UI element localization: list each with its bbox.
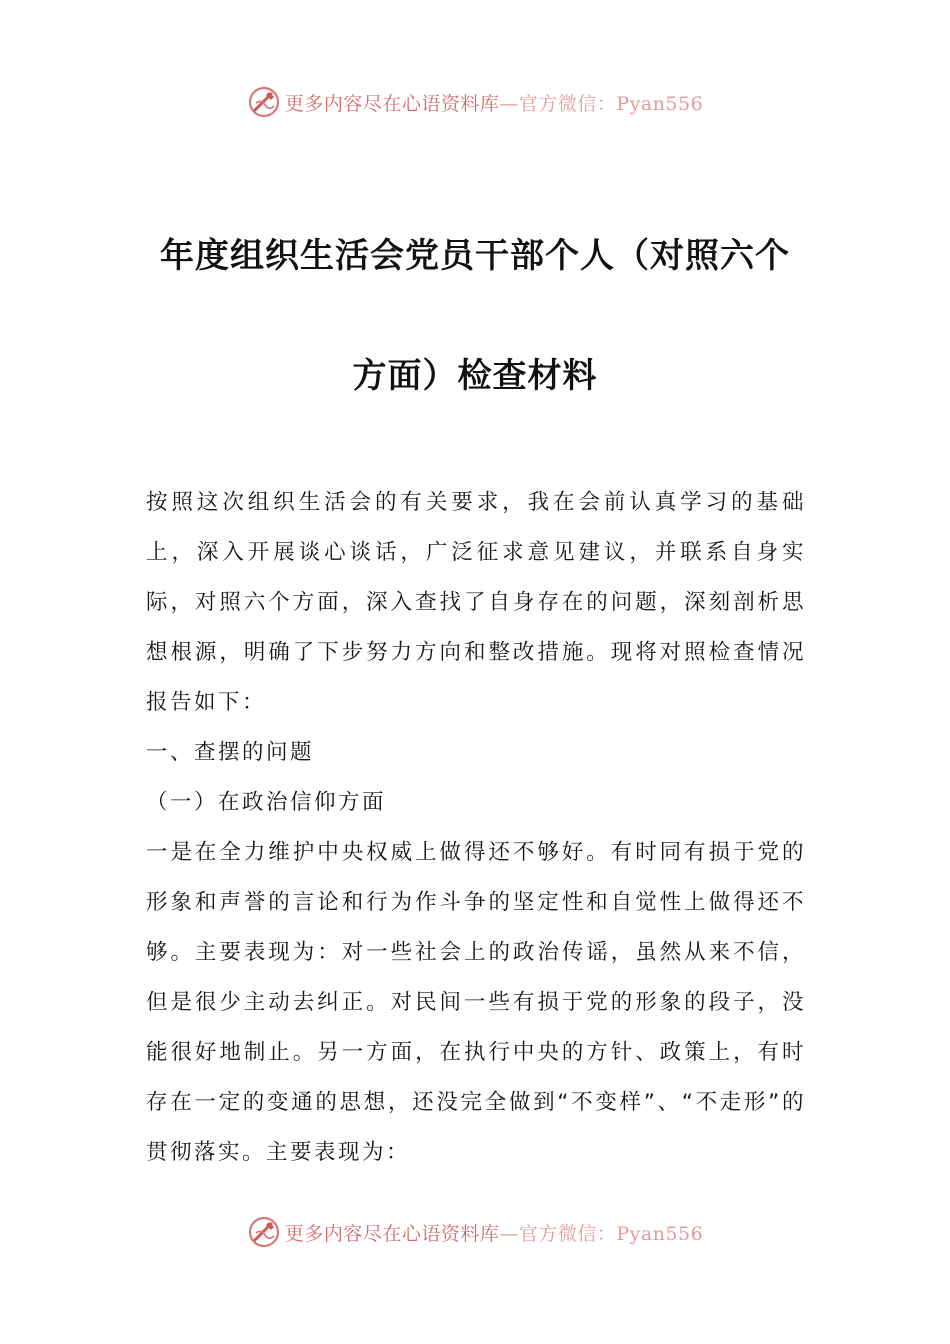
intro-paragraph: 按照这次组织生活会的有关要求，我在会前认真学习的基础上，深入开展谈心谈话，广泛征求意见建议，并联系自身实际，对照六个方面，深入查找了自身存在的问题，深刻剖析思想根源，明确了下步努力方向和整改措施。现将对照检查情况报告如下： [146,490,806,715]
watermark-library-text: 更多内容尽在心语资料库 [284,92,500,115]
document-title-line-1: 年度组织生活会党员干部个人（对照六个 [160,236,790,276]
pen-logo-icon [247,1215,281,1249]
pen-logo-icon [247,85,281,119]
watermark-library-text: 更多内容尽在心语资料库 [284,1222,500,1245]
subsection-heading: （一）在政治信仰方面 [146,790,387,815]
body-paragraph: 一是在全力维护中央权威上做得还不够好。有时同有损于党的形象和声誉的言论和行为作斗争的坚定性和自觉性上做得还不够。主要表现为：对一些社会上的政治传谣，虽然从来不信，但是很少主动去纠正。对民间一些有损于党的形象的段子，没能很好地制止。另一方面，在执行中央的方针、政策上，有时存在一定的变通的思想，还没完全做到“不变样”、“不走形”的贯彻落实。主要表现为： [146,840,806,1165]
footer-watermark [0,1212,950,1252]
document-body [146,478,806,1178]
header-watermark [0,82,950,122]
section-heading: 一、查摆的问题 [146,740,315,765]
watermark-wechat-text: —官方微信：Pyan556 [499,1222,704,1245]
document-title-line-2: 方面）检查材料 [352,356,598,396]
watermark-wechat-text: —官方微信：Pyan556 [499,92,704,115]
